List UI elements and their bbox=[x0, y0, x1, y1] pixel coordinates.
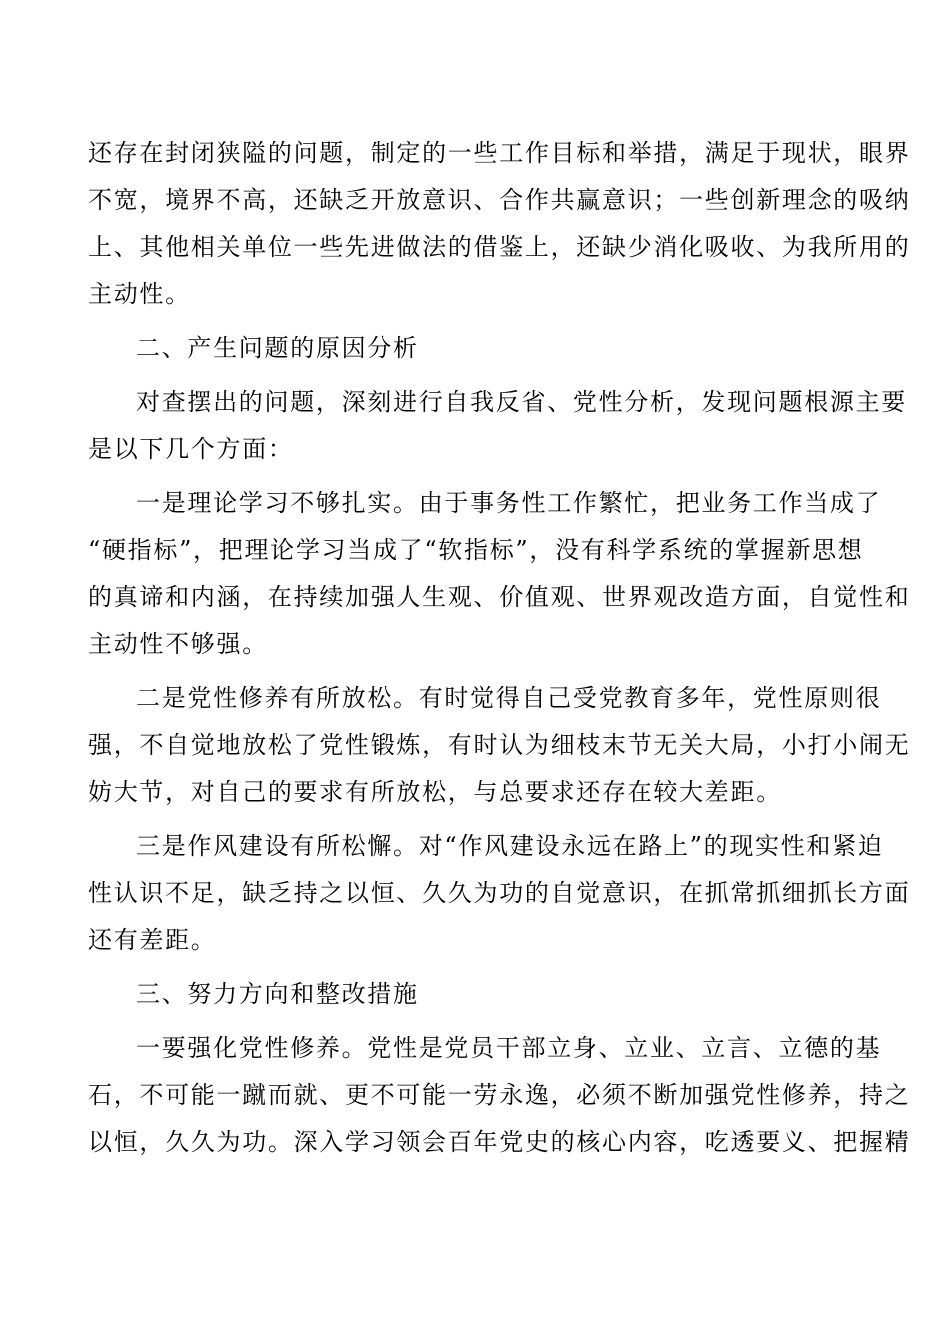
section-heading-measures bbox=[88, 971, 862, 1018]
text-line: 一是理论学习不够扎实。由于事务性工作繁忙，把业务工作当成了 bbox=[136, 489, 882, 517]
text-line: 不宽，境界不高，还缺乏开放意识、合作共赢意识；一些创新理念的吸纳 bbox=[88, 186, 911, 214]
paragraph-cause-work-style bbox=[88, 823, 911, 964]
paragraph-cause-theory bbox=[88, 480, 911, 668]
text-line: 的真谛和内涵，在持续加强人生观、价值观、世界观改造方面，自觉性和 bbox=[88, 583, 911, 611]
paragraph-continuation bbox=[88, 130, 911, 318]
text-line: 石，不可能一蹴而就、更不可能一劳永逸，必须不断加强党性修养，持之 bbox=[88, 1081, 911, 1109]
text-line: 以恒，久久为功。深入学习领会百年党史的核心内容，吃透要义、把握精 bbox=[88, 1128, 911, 1156]
text-line: 对查摆出的问题，深刻进行自我反省、党性分析，发现问题根源主要 bbox=[136, 388, 907, 416]
text-line: 一要强化党性修养。党性是党员干部立身、立业、立言、立德的基 bbox=[136, 1034, 882, 1062]
heading-text: 三、努力方向和整改措施 bbox=[136, 980, 419, 1008]
text-line: 妨大节，对自己的要求有所放松，与总要求还存在较大差距。 bbox=[88, 778, 782, 806]
text-line: 性认识不足，缺乏持之以恒、久久为功的自觉意识，在抓常抓细抓长方面 bbox=[88, 879, 911, 907]
text-line: 上、其他相关单位一些先进做法的借鉴上，还缺少消化吸收、为我所用的 bbox=[88, 233, 911, 261]
text-line: 三是作风建设有所松懈。对“作风建设永远在路上”的现实性和紧迫 bbox=[136, 832, 884, 860]
text-line: 主动性。 bbox=[88, 280, 191, 308]
paragraph-cause-party-spirit bbox=[88, 675, 911, 816]
heading-text: 二、产生问题的原因分析 bbox=[136, 334, 419, 362]
paragraph-intro-causes bbox=[88, 379, 907, 473]
text-line: 还存在封闭狭隘的问题，制定的一些工作目标和举措，满足于现状，眼界 bbox=[88, 139, 911, 167]
text-line: 还有差距。 bbox=[88, 926, 217, 954]
text-line: “硬指标”，把理论学习当成了“软指标”，没有科学系统的掌握新思想 bbox=[88, 536, 864, 564]
section-heading-causes bbox=[88, 325, 862, 372]
paragraph-measure-party-spirit bbox=[88, 1025, 911, 1166]
document-page bbox=[88, 130, 911, 1166]
text-line: 强，不自觉地放松了党性锻炼，有时认为细枝末节无关大局，小打小闹无 bbox=[88, 731, 911, 759]
text-line: 主动性不够强。 bbox=[88, 630, 268, 658]
text-line: 二是党性修养有所放松。有时觉得自己受党教育多年，党性原则很 bbox=[136, 684, 882, 712]
text-line: 是以下几个方面： bbox=[88, 435, 294, 463]
